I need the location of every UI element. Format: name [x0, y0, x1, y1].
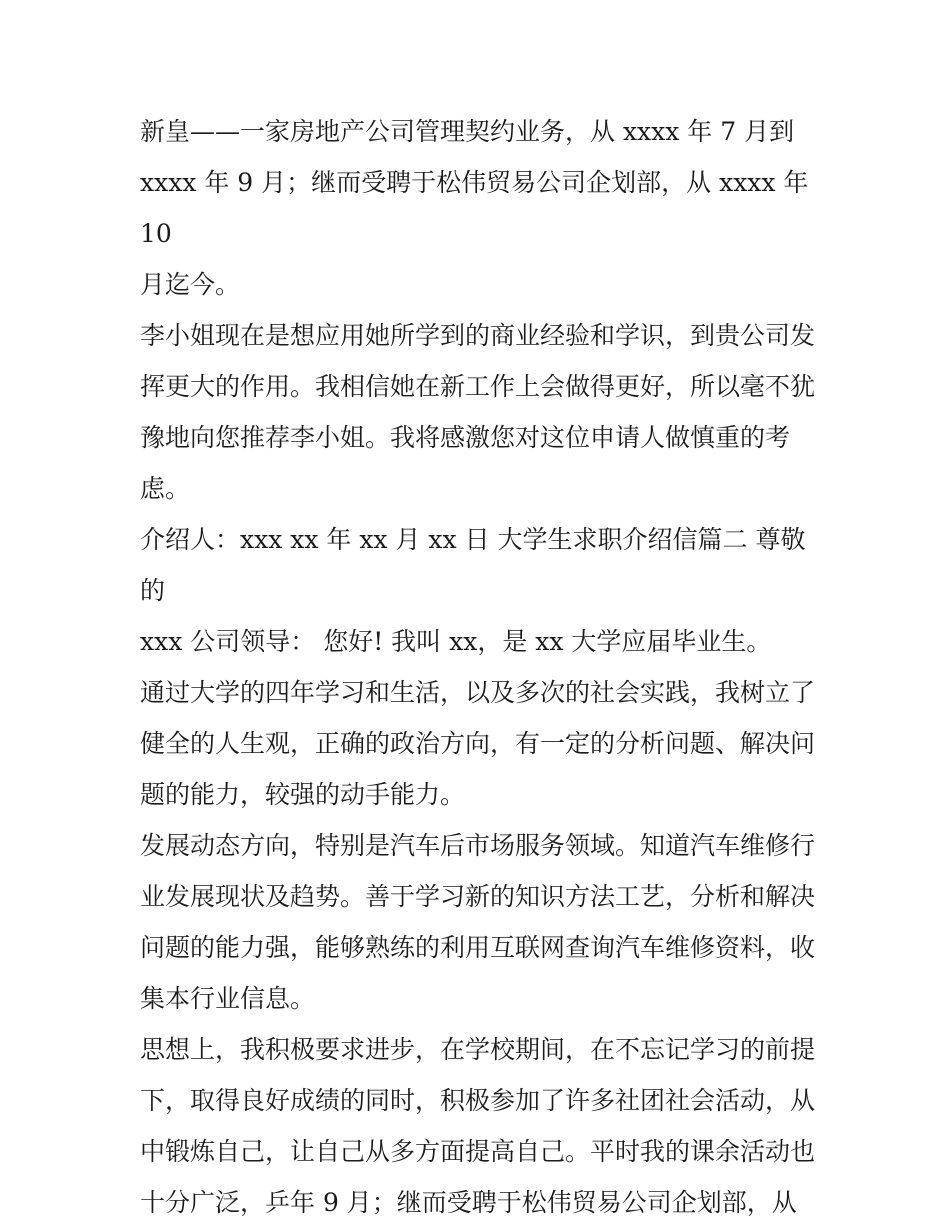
paragraph-recommendation: 李小姐现在是想应用她所学到的商业经验和学识，到贵公司发 挥更大的作用。我相信她在新工作上会做得更好，所以毫不犹 豫地向您推荐李小姐。我将感激您对这位申请人做慎重的考 虑。 [140, 321, 816, 503]
paragraph-automotive-skills: 发展动态方向，特别是汽车后市场服务领域。知道汽车维修行 业发展现状及趋势。善于学习新的知识方法工艺，分析和解决 问题的能力强，能够熟练的利用互联网查询汽车维修资料，收 集本行业信息。 [140, 831, 816, 1013]
paragraph-university-experience: 通过大学的四年学习和生活，以及多次的社会实践，我树立了 健全的人生观，正确的政治方向，有一定的分析问题、解决问 题的能力，较强的动手能力。 [140, 678, 816, 809]
paragraph-personal-development: 思想上，我积极要求进步，在学校期间，在不忘记学习的前提 下，取得良好成绩的同时，积极参加了许多社团社会活动，从 中锻炼自己，让自己从多方面提高自己。平时我的课余活动也 十分广泛，乒年 9 月；继而受聘于松伟贸易公司企划部，从 [140, 1035, 816, 1217]
document-body [140, 106, 820, 1228]
paragraph-employment-history: 新皇——一家房地产公司管理契约业务，从 xxxx 年 7 月到 xxxx 年 9 月；继而受聘于松伟贸易公司企划部，从 xxxx 年 10 月迄今。 [140, 117, 809, 299]
paragraph-referrer-and-greeting: 介绍人：xxx xx 年 xx 月 xx 日 大学生求职介绍信篇二 尊敬的 xxx 公司领导： 您好! 我叫 xx，是 xx 大学应届毕业生。 [140, 525, 806, 656]
